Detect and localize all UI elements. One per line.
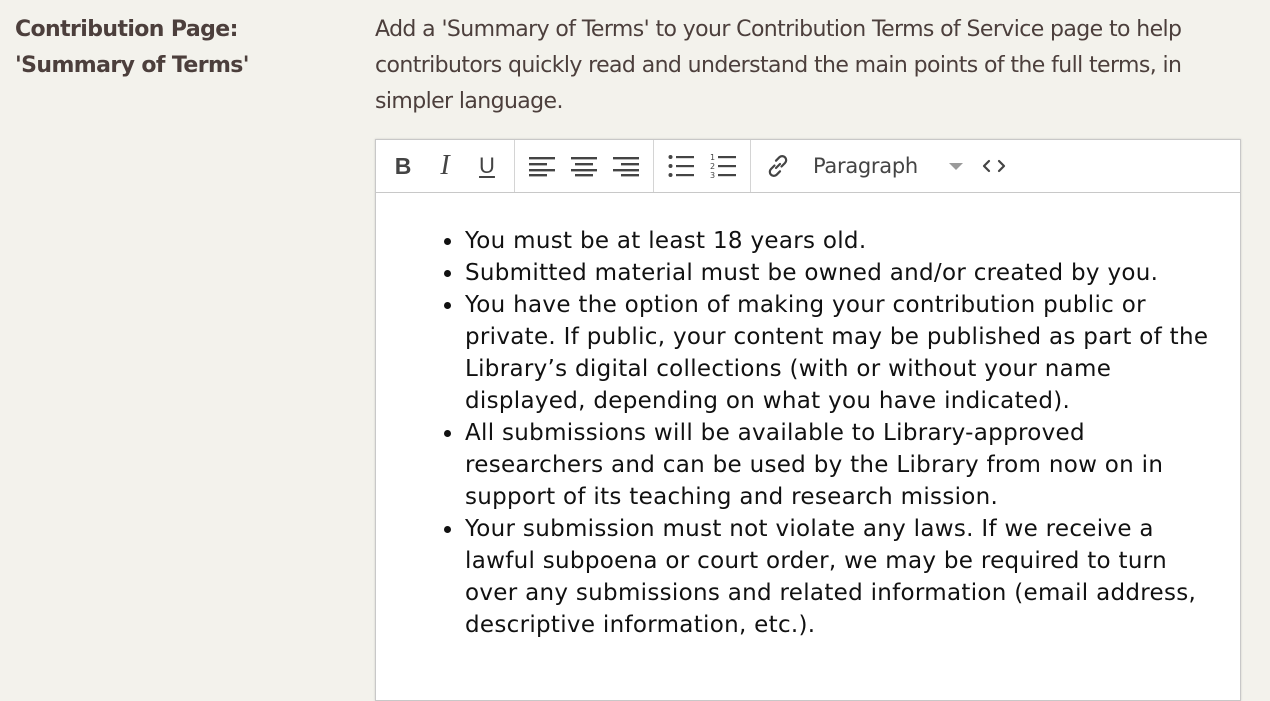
list-item: • Your submission must not violate any laws. If we receive a lawful subpoena or court order, we may be required to turn over any submissions and related information (email address, descriptive information, etc.). [464,513,1220,641]
field-label: Contribution Page: 'Summary of Terms' [15,17,249,78]
numbered-list-icon [710,153,736,179]
summary-terms-list [396,225,1220,641]
svg-text:1: 1 [710,153,716,162]
underline-button[interactable] [466,146,508,186]
list-item: • You have the option of making your contribution public or private. If public, your content may be published as part of the Library’s digital collections (with or without your name displayed, depending on what you have indicated). [464,289,1220,417]
list-item: • Submitted material must be owned and/or created by you. [464,257,1220,289]
link-icon [765,153,791,179]
list-item: • All submissions will be available to Library-approved researchers and can be used by the Library from now on in support of its teaching and research mission. [464,417,1220,513]
bold-icon: B [394,152,412,179]
align-right-button[interactable] [605,146,647,186]
italic-button[interactable] [424,146,466,186]
numbered-list-button[interactable] [702,146,744,186]
bold-button[interactable] [382,146,424,186]
insert-group [751,140,1023,192]
paragraph-format-label: Paragraph [813,154,918,178]
svg-text:3: 3 [710,171,716,179]
editor-content-area[interactable] [376,193,1240,641]
svg-text:2: 2 [710,162,716,171]
align-left-button[interactable] [521,146,563,186]
align-center-icon [571,155,597,177]
bullet-list-icon [668,154,694,178]
chevron-down-icon [949,163,963,170]
italic-icon: I [440,150,450,181]
align-right-icon [613,155,639,177]
text-style-group [376,140,515,192]
underline-icon: U [479,153,495,178]
editor-toolbar [376,140,1240,193]
align-center-button[interactable] [563,146,605,186]
align-left-icon [529,155,555,177]
bullet-list-button[interactable] [660,146,702,186]
alignment-group [515,140,654,192]
rich-text-editor [375,139,1241,701]
list-item: • You must be at least 18 years old. [464,225,1220,257]
paragraph-format-select[interactable] [799,146,971,186]
list-group [654,140,751,192]
code-view-button[interactable] [971,146,1017,186]
field-help-text: Add a 'Summary of Terms' to your Contribution Terms of Service page to help contributors quickly read and understand the main points of the full terms, in simpler language. [375,17,1182,114]
code-icon [981,157,1007,175]
link-button[interactable] [757,146,799,186]
